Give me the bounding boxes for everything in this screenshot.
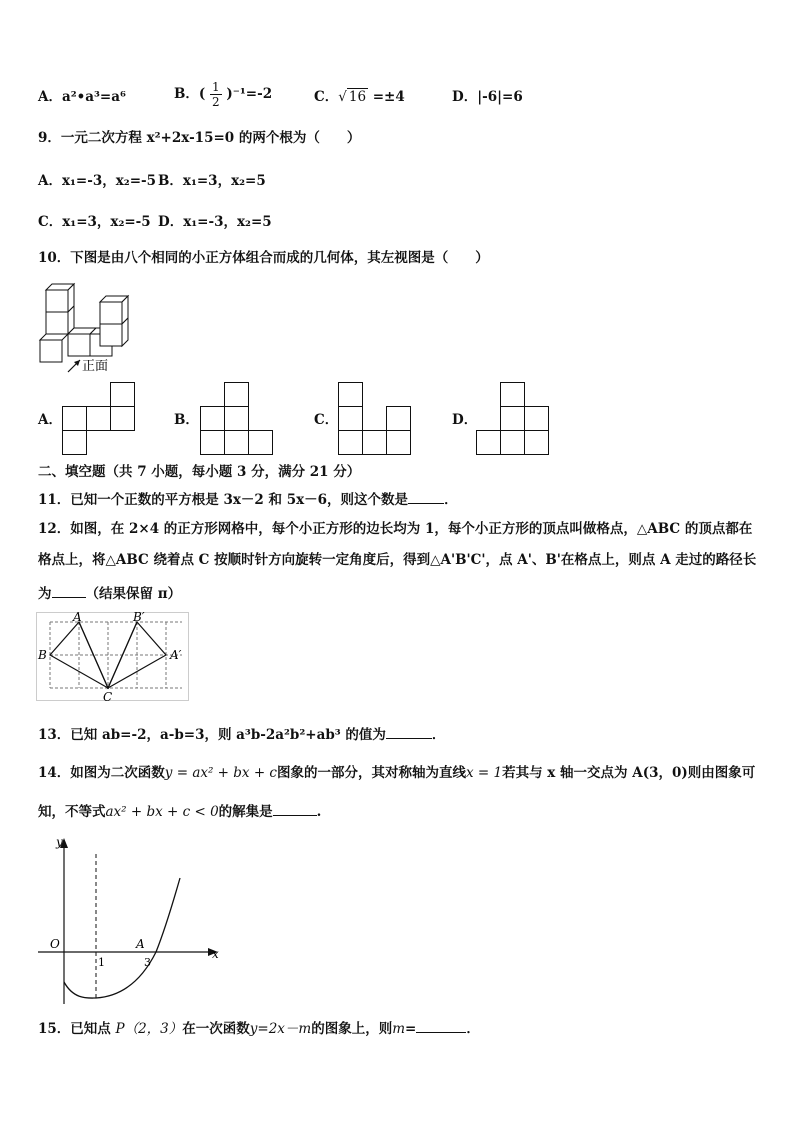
q9-option-a: A．x₁=-3，x₂=-5 xyxy=(38,173,157,189)
grid-square xyxy=(111,383,135,407)
q15-equals: = xyxy=(405,1021,417,1037)
q14-end: . xyxy=(316,804,322,820)
section-2-heading: 二、填空题（共 7 小题，每小题 3 分，满分 21 分） xyxy=(38,464,361,480)
q15-function: y=2x－m xyxy=(249,1021,312,1037)
q11-answer-blank[interactable] xyxy=(408,489,444,504)
q14-function: y = ax² + bx + c xyxy=(164,765,277,781)
q8-fraction-denominator: 2 xyxy=(212,95,220,109)
q13-answer-blank[interactable] xyxy=(386,724,432,739)
q10-option-c-label: C． xyxy=(314,412,339,428)
grid-square xyxy=(225,407,249,431)
q12-grid-figure xyxy=(36,612,192,704)
q12-line-1: 12．如图，在 2×4 的正方形网格中，每个小正方形的边长均为 1，每个小正方形的顶点叫做格点，△ABC 的顶点都在 xyxy=(38,521,753,537)
q12-answer-blank[interactable] xyxy=(52,583,86,598)
q10-option-a-label: A． xyxy=(38,412,62,428)
q14-answer-blank[interactable] xyxy=(273,801,317,816)
label-a: A xyxy=(73,612,82,624)
q9-option-d: D．x₁=-3，x₂=5 xyxy=(158,214,272,230)
q13-end: ． xyxy=(431,727,446,743)
sqrt-radicand: 16 xyxy=(348,89,367,105)
grid-square xyxy=(63,407,87,431)
q10-option-c-figure xyxy=(338,382,414,456)
cube-front-face xyxy=(40,340,62,362)
parabola-curve xyxy=(64,878,180,998)
q10-option-d-label: D． xyxy=(452,412,478,428)
grid-square xyxy=(501,407,525,431)
label-b-prime: B′ xyxy=(133,612,145,624)
q15 xyxy=(38,1018,480,1038)
grid-square xyxy=(63,431,87,455)
grid-square xyxy=(225,431,249,455)
label-a-prime: A′ xyxy=(170,648,182,662)
q8-option-b-suffix: )⁻¹=-2 xyxy=(226,86,273,102)
sqrt-symbol: √ 16 xyxy=(338,89,367,105)
q15-answer-blank[interactable] xyxy=(416,1018,466,1033)
q15-end: ． xyxy=(466,1021,480,1037)
grid-square xyxy=(225,383,249,407)
q15-mid: 在一次函数 xyxy=(182,1021,250,1037)
label-b: B xyxy=(38,648,47,662)
q8-option-c xyxy=(314,88,405,106)
q8-option-c-prefix: C． xyxy=(314,89,339,105)
grid-square xyxy=(525,431,549,455)
q8-option-c-suffix: =±4 xyxy=(368,89,405,105)
q14-inequality: ax² + bx + c < 0 xyxy=(105,804,219,820)
q15-point: P（2，3） xyxy=(115,1021,183,1037)
q8-fraction xyxy=(210,80,222,109)
grid-square xyxy=(339,407,363,431)
q9-option-c: C．x₁=3，x₂=-5 xyxy=(38,214,151,230)
q9-stem: 9．一元二次方程 x²+2x-15=0 的两个根为（ ） xyxy=(38,130,361,146)
q12-suffix: （结果保留 π） xyxy=(85,586,182,602)
grid-square xyxy=(339,431,363,455)
q14-line-1 xyxy=(38,764,755,782)
grid-square xyxy=(111,407,135,431)
grid-square xyxy=(201,407,225,431)
q14-line-2-prefix: 知，不等式 xyxy=(38,804,106,820)
point-a-label: A xyxy=(136,937,145,951)
cube-top-face xyxy=(40,334,68,340)
q14-suffix: 若其与 x 轴一交点为 A(3，0)则由图象可 xyxy=(502,765,756,781)
q11-text: 11．已知一个正数的平方根是 3x－2 和 5x－6，则这个数是 xyxy=(38,492,409,508)
q14-line-2-suffix: 的解集是 xyxy=(218,804,273,820)
q10-solid-figure xyxy=(36,280,136,376)
grid-square xyxy=(501,383,525,407)
q10-option-b-label: B． xyxy=(174,412,199,428)
q15-prefix: 15．已知点 xyxy=(38,1021,116,1037)
grid-square xyxy=(363,431,387,455)
q10-stem: 10．下图是由八个相同的小正方体组合而成的几何体，其左视图是（ ） xyxy=(38,250,489,266)
grid-square xyxy=(525,407,549,431)
q10-option-a-figure xyxy=(62,382,138,456)
grid-square xyxy=(387,407,411,431)
cube-front-face xyxy=(68,334,90,356)
q8-fraction-numerator: 1 xyxy=(212,80,220,94)
q8-option-d: D．|-6|=6 xyxy=(452,89,523,105)
q14-parabola-graph xyxy=(36,836,226,1008)
q9-option-b: B．x₁=3，x₂=5 xyxy=(158,173,266,189)
grid-square xyxy=(249,431,273,455)
q12-line-2: 格点上，将△ABC 绕着点 C 按顺时针方向旋转一定角度后，得到△A'B'C'，点 A'、B'在格点上，则点 A 走过的路径长 xyxy=(38,552,757,568)
q15-mid-2: 的图象上，则 xyxy=(311,1021,393,1037)
tick-3-label: 3 xyxy=(144,956,151,969)
q10-option-b-figure xyxy=(200,382,276,456)
cube-front-face xyxy=(46,312,68,334)
q14-line-2 xyxy=(38,801,321,821)
q11-end: ． xyxy=(444,492,458,508)
front-label: 正面 xyxy=(82,359,109,374)
cube-front-face xyxy=(46,290,68,312)
grid-square xyxy=(477,431,501,455)
label-c: C xyxy=(103,690,113,704)
q8-option-b xyxy=(174,80,272,109)
q13-text: 13．已知 ab=-2，a-b=3，则 a³b-2a²b²+ab³ 的值为 xyxy=(38,727,386,743)
tick-1-label: 1 xyxy=(98,956,105,969)
grid-square xyxy=(201,431,225,455)
q14-prefix: 14．如图为二次函数 xyxy=(38,765,165,781)
q8-option-a: A．a²•a³=a⁶ xyxy=(38,89,126,105)
q10-option-d-figure xyxy=(476,382,552,456)
y-label: y xyxy=(56,836,63,849)
origin-label: O xyxy=(50,937,60,951)
q8-option-b-prefix: B．( xyxy=(174,86,206,102)
x-label: x xyxy=(212,947,219,961)
q13 xyxy=(38,724,445,744)
grid-square xyxy=(501,431,525,455)
q15-variable-m: m xyxy=(392,1021,406,1037)
grid-square xyxy=(387,431,411,455)
q12-prefix: 为 xyxy=(38,586,52,602)
q12-line-3 xyxy=(38,583,181,603)
q11 xyxy=(38,489,458,509)
grid-square xyxy=(87,407,111,431)
grid-square xyxy=(339,383,363,407)
q14-mid: 图象的一部分，其对称轴为直线 xyxy=(277,765,466,781)
q14-axis-equation: x = 1 xyxy=(466,765,503,781)
cube-front-face xyxy=(100,324,122,346)
cube-front-face xyxy=(100,302,122,324)
